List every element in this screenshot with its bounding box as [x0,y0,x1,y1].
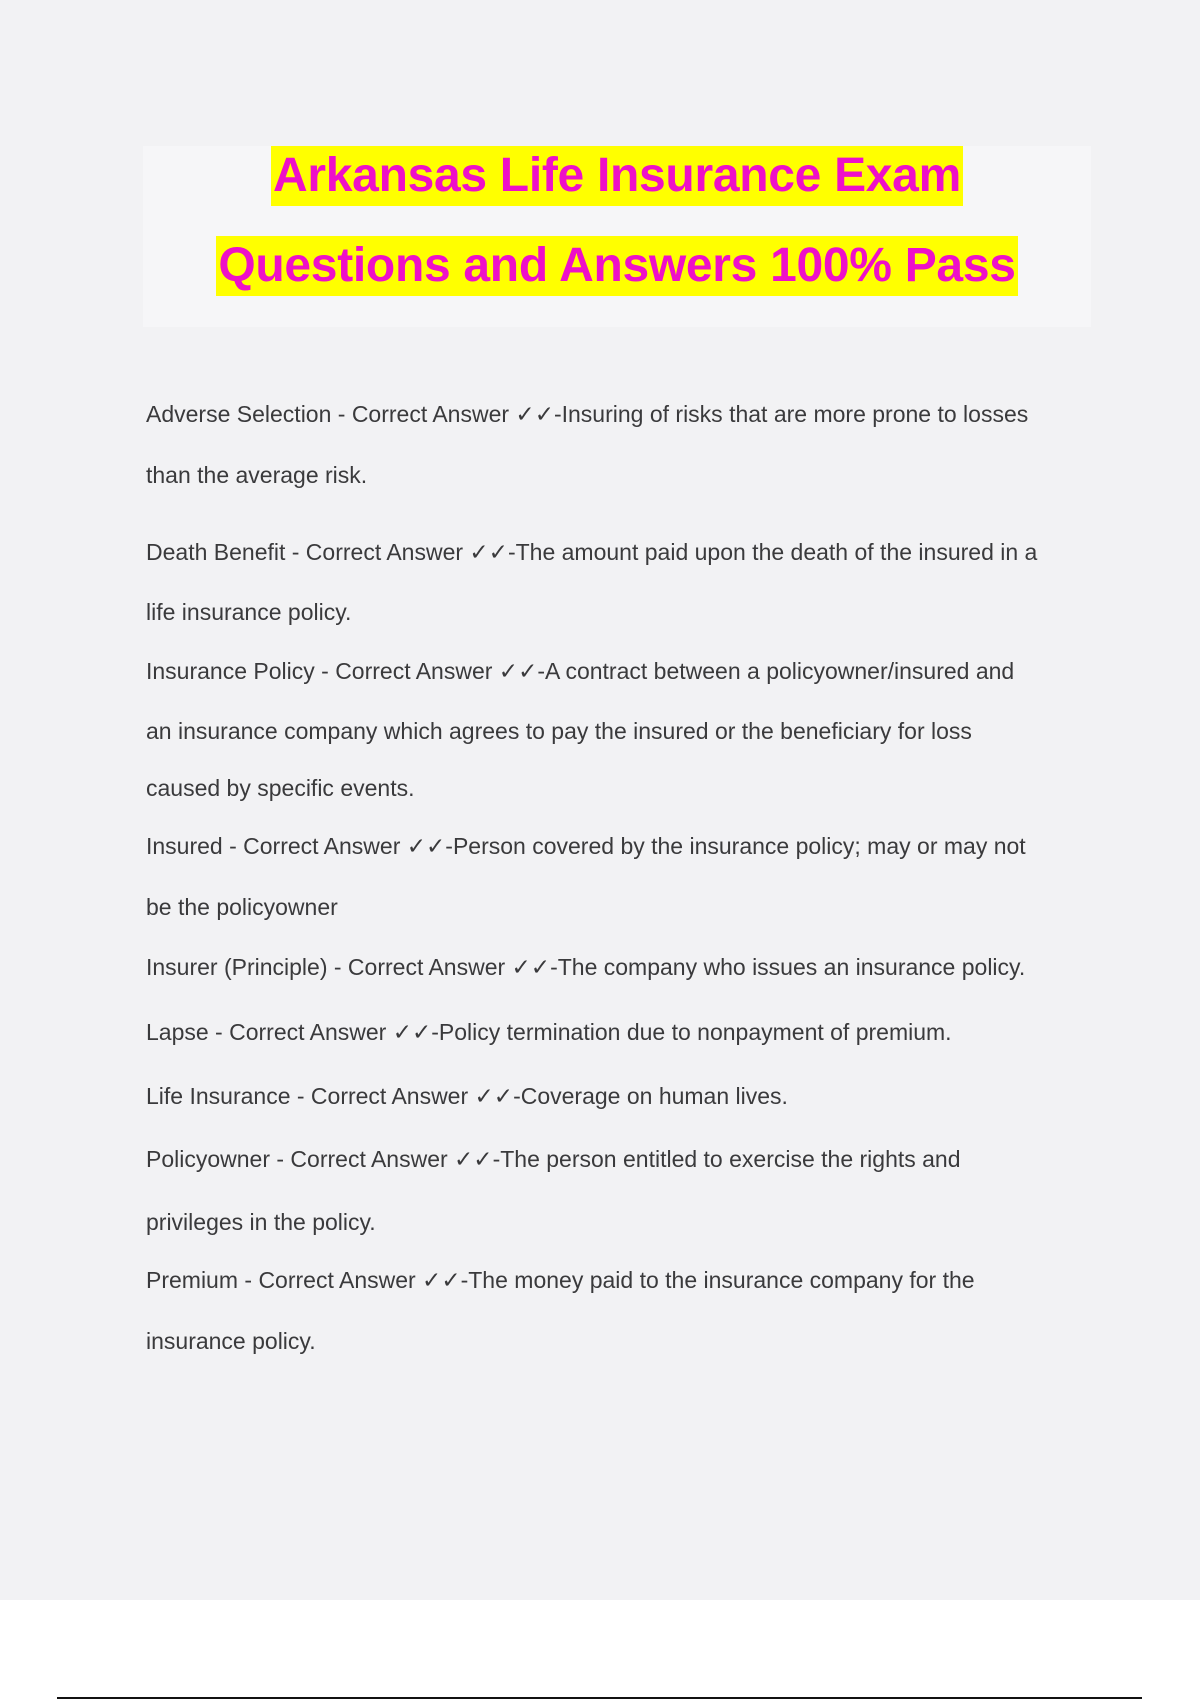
text-line-adverse-selection-1: Adverse Selection - Correct Answer ✓✓-Insuring of risks that are more prone to losses [146,401,1029,427]
text-line-insurance-policy-3: caused by specific events. [146,775,415,801]
text-line-death-benefit-1: Death Benefit - Correct Answer ✓✓-The amount paid upon the death of the insured in a [146,539,1038,565]
title-line-1: Arkansas Life Insurance Exam [271,146,963,206]
text-line-insurance-policy-2: an insurance company which agrees to pay the insured or the beneficiary for loss [146,718,972,744]
title-block [143,146,1091,327]
text-line-life-insurance: Life Insurance - Correct Answer ✓✓-Coverage on human lives. [146,1083,788,1109]
text-line-death-benefit-2: life insurance policy. [146,599,352,625]
text-line-insured-2: be the policyowner [146,894,338,920]
text-line-insured-1: Insured - Correct Answer ✓✓-Person covered by the insurance policy; may or may not [146,833,1026,859]
text-line-insurance-policy-1: Insurance Policy - Correct Answer ✓✓-A contract between a policyowner/insured and [146,658,1015,684]
text-line-premium-2: insurance policy. [146,1328,316,1354]
text-line-adverse-selection-2: than the average risk. [146,462,368,488]
text-line-insurer: Insurer (Principle) - Correct Answer ✓✓-The company who issues an insurance policy. [146,954,1026,980]
text-line-lapse: Lapse - Correct Answer ✓✓-Policy termination due to nonpayment of premium. [146,1019,952,1045]
text-line-policyowner-2: privileges in the policy. [146,1209,376,1235]
text-line-premium-1: Premium - Correct Answer ✓✓-The money paid to the insurance company for the [146,1267,975,1293]
text-line-policyowner-1: Policyowner - Correct Answer ✓✓-The person entitled to exercise the rights and [146,1146,961,1172]
bottom-divider [57,1697,1142,1699]
title-line-2: Questions and Answers 100% Pass [216,236,1017,296]
